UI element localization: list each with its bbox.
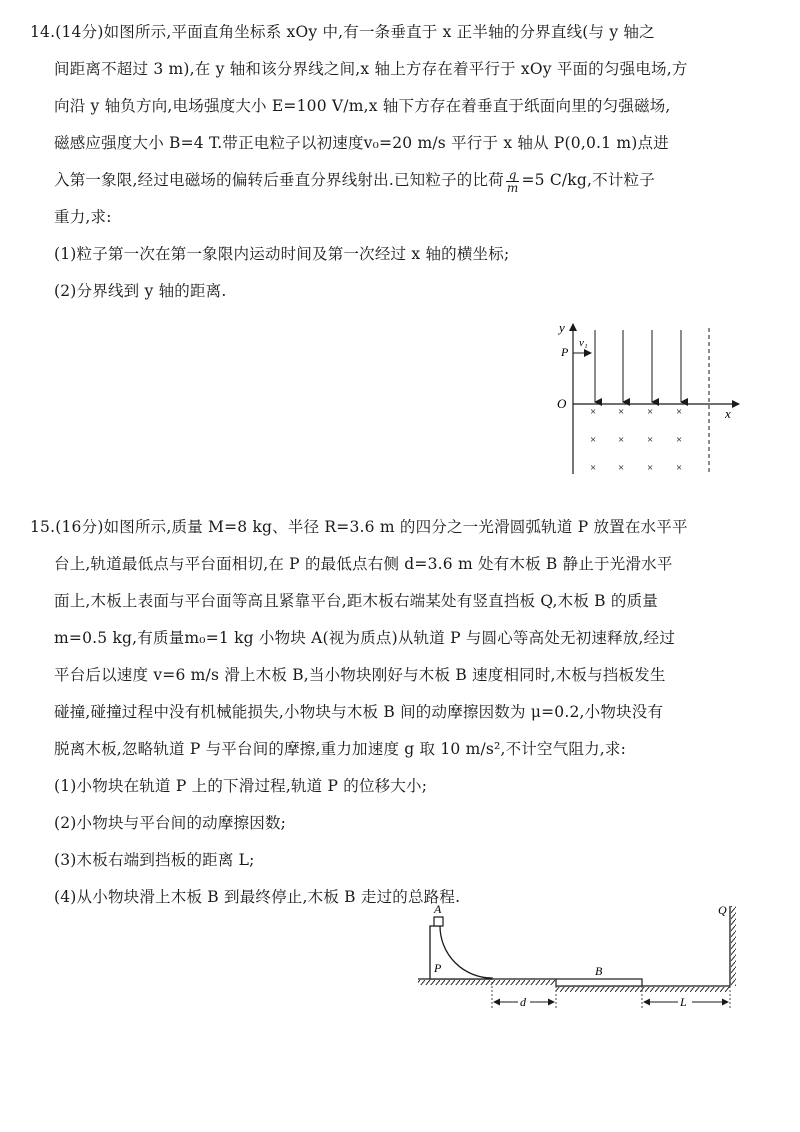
magnetic-field-cross: × (618, 434, 625, 446)
p15-line-2: 台上,轨道最低点与平台面相切,在 P 的最低点右侧 d=3.6 m 处有木板 B 静止于光滑水平 (54, 555, 673, 573)
label-q: Q (718, 903, 727, 917)
magnetic-field-cross: × (647, 406, 654, 418)
magnetic-field-cross: × (590, 462, 597, 474)
p15-line-3: 面上,木板上表面与平台面等高且紧靠平台,距木板右端某处有竖直挡板 Q,木板 B 的质量 (54, 592, 658, 610)
label-b: B (595, 964, 603, 978)
ground-hatch (556, 987, 730, 992)
p14-velocity-label: v₁ (579, 337, 588, 349)
magnetic-field-cross: × (618, 406, 625, 418)
p14-x-label: x (725, 406, 731, 421)
charge-mass-ratio-fraction (506, 169, 520, 194)
label-d: d (520, 995, 526, 1009)
fraction-numerator: q (506, 169, 520, 182)
p14-figure (545, 318, 745, 478)
fraction-denominator: m (506, 180, 519, 195)
problem-15 (30, 509, 782, 916)
p14-line-3: 向沿 y 轴负方向,电场强度大小 E=100 V/m,x 轴下方存在着垂直于纸面向里的匀强磁场, (54, 97, 671, 115)
p15-line-6: 碰撞,碰撞过程中没有机械能损失,小物块与木板 B 间的动摩擦因数为 μ=0.2,小物块没有 (54, 703, 664, 721)
p15-question-4: (4)从小物块滑上木板 B 到最终停止,木板 B 走过的总路程. (54, 888, 461, 906)
p14-line-6: 重力,求: (54, 208, 112, 226)
magnetic-field-cross: × (590, 406, 597, 418)
magnetic-field-cross: × (676, 462, 683, 474)
p14-question-1: (1)粒子第一次在第一象限内运动时间及第一次经过 x 轴的横坐标; (54, 245, 510, 263)
p15-question-1: (1)小物块在轨道 P 上的下滑过程,轨道 P 的位移大小; (54, 777, 428, 795)
p14-line-5-post: =5 C/kg,不计粒子 (521, 171, 655, 189)
magnetic-field-cross: × (647, 434, 654, 446)
magnetic-field-cross: × (676, 434, 683, 446)
p14-question-2: (2)分界线到 y 轴的距离. (54, 282, 227, 300)
magnetic-field-cross: × (676, 406, 683, 418)
p14-line-4: 磁感应强度大小 B=4 T.带正电粒子以初速度v₀=20 m/s 平行于 x 轴从 P(0,0.1 m)点进 (54, 134, 669, 152)
p15-question-3: (3)木板右端到挡板的距离 L; (54, 851, 255, 869)
p15-line-4: m=0.5 kg,有质量m₀=1 kg 小物块 A(视为质点)从轨道 P 与圆心等高处无初速释放,经过 (54, 629, 676, 647)
p15-figure (410, 896, 750, 1026)
p14-y-label: y (559, 320, 565, 335)
magnetic-field-cross: × (618, 462, 625, 474)
p14-origin-label: O (557, 396, 567, 411)
label-p: P (434, 961, 442, 975)
wall-q-hatch (731, 906, 736, 986)
p15-question-2: (2)小物块与平台间的动摩擦因数; (54, 814, 287, 832)
label-l: L (680, 995, 687, 1009)
p15-line-5: 平台后以速度 v=6 m/s 滑上木板 B,当小物块刚好与木板 B 速度相同时,木板与挡板发生 (54, 666, 666, 684)
p14-line-2: 间距离不超过 3 m),在 y 轴和该分界线之间,x 轴上方存在着平行于 xOy 平面的匀强电场,方 (54, 60, 688, 78)
p14-point-p-label: P (561, 345, 569, 359)
p14-line-1: 14.(14分)如图所示,平面直角坐标系 xOy 中,有一条垂直于 x 正半轴的分界直线(与 y 轴之 (30, 23, 655, 41)
magnetic-field-cross: × (647, 462, 654, 474)
magnetic-field-cross: × (590, 434, 597, 446)
board-b (556, 979, 642, 986)
block-a (434, 917, 443, 926)
platform-hatch (418, 980, 556, 985)
problem-14 (30, 14, 782, 310)
p14-line-5-pre: 入第一象限,经过电磁场的偏转后垂直分界线射出.已知粒子的比荷 (54, 171, 504, 189)
p15-line-1: 15.(16分)如图所示,质量 M=8 kg、半径 R=3.6 m 的四分之一光滑圆弧轨道 P 放置在水平平 (30, 518, 688, 536)
label-a: A (434, 902, 442, 916)
p15-line-7: 脱离木板,忽略轨道 P 与平台间的摩擦,重力加速度 g 取 10 m/s²,不计空气阻力,求: (54, 740, 627, 758)
p14-line-5 (30, 162, 782, 199)
